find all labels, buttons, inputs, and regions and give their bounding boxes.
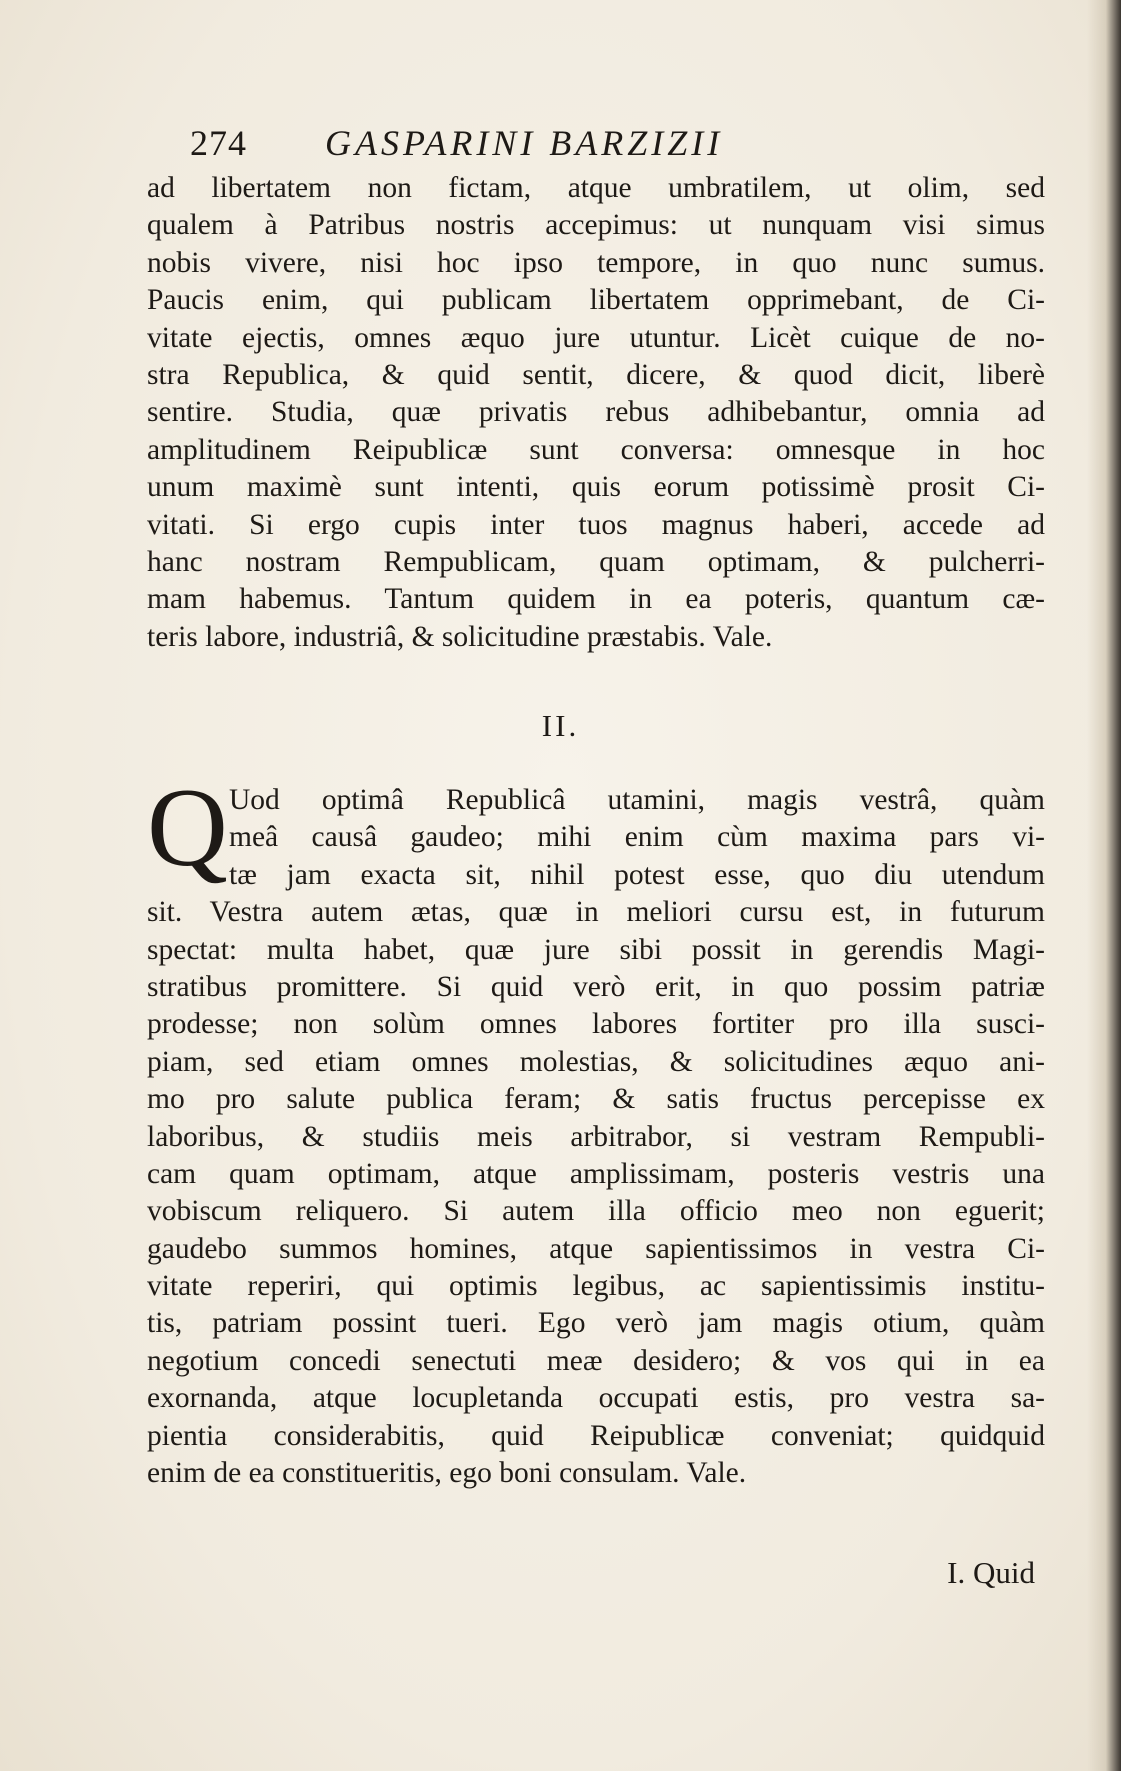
text-line: sit. Vestra autem ætas, quæ in meliori cursu est, in futurum	[147, 896, 1045, 929]
text-line: stratibus promittere. Si quid verò erit, in quo possim patriæ	[147, 970, 1045, 1003]
text-line: hanc nostram Rempublicam, quam optimam, & pulcherri-	[147, 545, 1045, 578]
letter-2-body	[147, 782, 1045, 1492]
text-line: amplitudinem Reipublicæ sunt conversa: omnesque in hoc	[147, 433, 1045, 466]
text-line: meâ causâ gaudeo; mihi enim cùm maxima pars vi-	[229, 821, 1045, 854]
text-line: prodesse; non solùm omnes labores fortiter pro illa susci-	[147, 1008, 1045, 1041]
section-number: II.	[541, 708, 580, 743]
text-line: stra Republica, & quid sentit, dicere, & quod dicit, liberè	[147, 358, 1045, 391]
text-line: negotium concedi senectuti meæ desidero; & vos qui in ea	[147, 1344, 1045, 1377]
text-line: pientia considerabitis, quid Reipublicæ conveniat; quidquid	[147, 1419, 1045, 1452]
text-line: vitate reperiri, qui optimis legibus, ac sapientissimis institu-	[147, 1270, 1045, 1303]
text-line: exornanda, atque locupletanda occupati estis, pro vestra sa-	[147, 1382, 1045, 1415]
text-line: cam quam optimam, atque amplissimam, posteris vestris una	[147, 1157, 1045, 1190]
text-line: tæ jam exacta sit, nihil potest esse, quo diu utendum	[229, 858, 1045, 891]
running-head: GASPARINI BARZIZII	[325, 123, 724, 163]
text-line: gaudebo summos homines, atque sapientissimos in vestra Ci-	[147, 1232, 1045, 1265]
text-line: piam, sed etiam omnes molestias, & solicitudines æquo ani-	[147, 1045, 1045, 1078]
text-line: Uod optimâ Republicâ utamini, magis vestrâ, quàm	[229, 784, 1045, 816]
text-line: laboribus, & studiis meis arbitrabor, si vestram Rempubli-	[147, 1120, 1045, 1153]
text-line: vitati. Si ergo cupis inter tuos magnus haberi, accede ad	[147, 508, 1045, 541]
text-line: tis, patriam possint tueri. Ego verò jam magis otium, quàm	[147, 1307, 1045, 1340]
text-line: vobiscum reliquero. Si autem illa officio meo non eguerit;	[147, 1195, 1045, 1228]
text-line: Paucis enim, qui publicam libertatem opprimebant, de Ci-	[147, 284, 1045, 317]
text-line: nobis vivere, nisi hoc ipso tempore, in quo nunc sumus.	[147, 246, 1045, 279]
text-line: mam habemus. Tantum quidem in ea poteris, quantum cæ-	[147, 583, 1045, 616]
text-line: vitate ejectis, omnes æquo jure utuntur. Licèt cuique de no-	[147, 321, 1045, 354]
text-line: enim de ea constitueritis, ego boni consulam. Vale.	[147, 1457, 747, 1490]
text-line: sentire. Studia, quæ privatis rebus adhibebantur, omnia ad	[147, 396, 1045, 429]
text-line: unum maximè sunt intenti, quis eorum potissimè prosit Ci-	[147, 471, 1045, 504]
text-line: spectat: multa habet, quæ jure sibi possit in gerendis Magi-	[147, 933, 1045, 966]
page-number: 274	[190, 123, 247, 163]
text-line: ad libertatem non fictam, atque umbratilem, ut olim, sed	[147, 172, 1045, 204]
catchword: I. Quid	[947, 1555, 1035, 1590]
page-gutter-shadow	[1087, 0, 1121, 1771]
text-line: mo pro salute publica feram; & satis fructus percepisse ex	[147, 1083, 1045, 1116]
text-line: qualem à Patribus nostris accepimus: ut nunquam visi simus	[147, 209, 1045, 242]
drop-cap: Q	[147, 766, 228, 890]
text-line: teris labore, industriâ, & solicitudine præstabis. Vale.	[147, 620, 773, 653]
page-header	[190, 122, 930, 166]
letter-1-body	[147, 170, 1045, 656]
